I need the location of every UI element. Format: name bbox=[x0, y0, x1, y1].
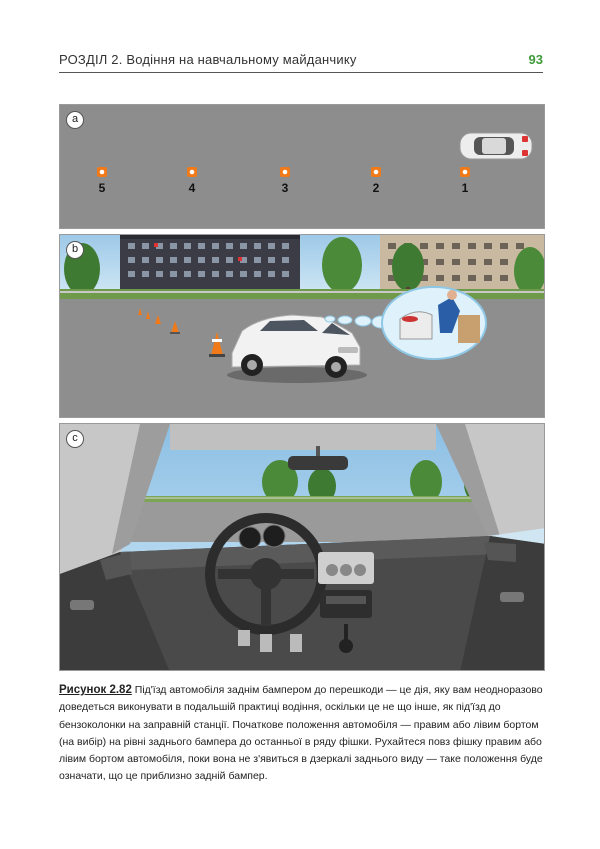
cone-icon bbox=[460, 167, 470, 177]
figure-caption bbox=[59, 682, 545, 786]
parking-lot-scene bbox=[60, 235, 545, 418]
figure-label: Рисунок 2.82 bbox=[59, 684, 132, 696]
cone-icon bbox=[187, 167, 197, 177]
illustration-panel-c bbox=[59, 423, 545, 671]
page-number: 93 bbox=[528, 52, 543, 67]
side-mirror bbox=[484, 542, 516, 562]
cone-number: 2 bbox=[372, 181, 380, 195]
cone-icon bbox=[97, 167, 107, 177]
panel-label-a: a bbox=[66, 111, 84, 129]
cone-icon bbox=[371, 167, 381, 177]
header-divider bbox=[59, 72, 543, 73]
car-interior-view bbox=[60, 424, 545, 671]
asphalt-top-view bbox=[60, 105, 545, 229]
car-top-view bbox=[460, 133, 532, 159]
illustration-panel-a bbox=[59, 104, 545, 229]
tree-icon bbox=[514, 247, 545, 295]
illustration-panel-b bbox=[59, 234, 545, 418]
cone-number: 4 bbox=[188, 181, 196, 195]
chapter-title: РОЗДІЛ 2. Водіння на навчальному майданчику bbox=[59, 52, 357, 67]
cone-number: 5 bbox=[98, 181, 106, 195]
cone-number: 1 bbox=[461, 181, 469, 195]
cone-number: 3 bbox=[281, 181, 289, 195]
cone-icon bbox=[280, 167, 290, 177]
panel-label-c: c bbox=[66, 430, 84, 448]
apartment-building bbox=[120, 235, 300, 297]
caption-text: Під'їзд автомобіля заднім бампером до перешкоди — це дія, яку вам неодноразово доведеться виконувати в подальшій практиці водіння, оскільки це не що інше, як під'їзд до бензоколонки на заправній станції. Початкове положення автомобіля — правим або лівим бортом (на вибір) на рівні заднього бампера до останньої в ряду фішки. Рухайтеся повз фішку правим або лівим бортом автомобіля, поки вона не з'явиться в дзеркалі заднього виду — таке положення буде означати, що це приблизно задній бампер. bbox=[59, 684, 543, 783]
panel-label-b: b bbox=[66, 241, 84, 259]
